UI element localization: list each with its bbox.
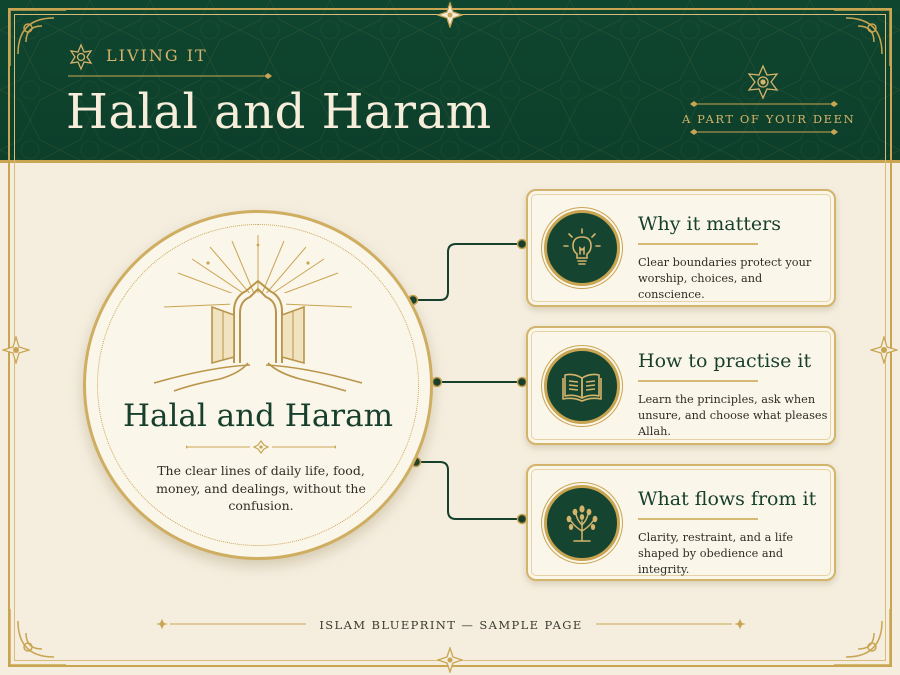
card-title: How to practise it [638,350,812,372]
hero-title: Halal and Haram [122,398,394,434]
lightbulb-icon [560,226,604,270]
header-badge: A PART OF YOUR DEEN [682,112,856,126]
card-what-flows [526,464,836,581]
card-medallion [544,348,620,424]
open-book-icon [560,364,604,408]
card-title: What flows from it [638,488,817,510]
card-description: Learn the principles, ask when unsure, and choose what pleases Allah. [638,393,828,438]
left-ornament [2,336,30,364]
right-ornament [870,336,898,364]
bottom-ornament [437,647,463,673]
section-eyebrow: LIVING IT [106,46,208,65]
card-medallion [544,210,620,286]
hero-divider [186,440,336,454]
card-description: Clarity, restraint, and a life shaped by obedience and integrity. [638,531,794,576]
eyebrow-rule [68,72,273,80]
card-how-to-practise [526,326,836,445]
footer-rule [156,618,314,630]
badge-rule [690,100,838,108]
card-title: Why it matters [638,213,781,235]
hero-description: The clear lines of daily life, food, money, and dealings, without the confusion. [156,463,366,513]
footer-label: ISLAM BLUEPRINT — SAMPLE PAGE [319,618,583,632]
card-medallion [544,485,620,561]
card-rule [638,518,758,520]
footer-rule [588,618,746,630]
open-gate-illustration [150,233,366,393]
corner-ornament [830,605,894,669]
tree-icon [560,501,604,545]
card-why-it-matters [526,189,836,307]
card-rule [638,243,758,245]
page-title: Halal and Haram [66,84,492,140]
header-band [0,0,900,163]
badge-rule [690,128,838,136]
star-flower-icon [67,43,95,71]
corner-ornament [6,605,70,669]
card-description: Clear boundaries protect your worship, choices, and conscience. [638,256,812,301]
card-rule [638,380,758,382]
star-flower-icon [745,64,781,100]
